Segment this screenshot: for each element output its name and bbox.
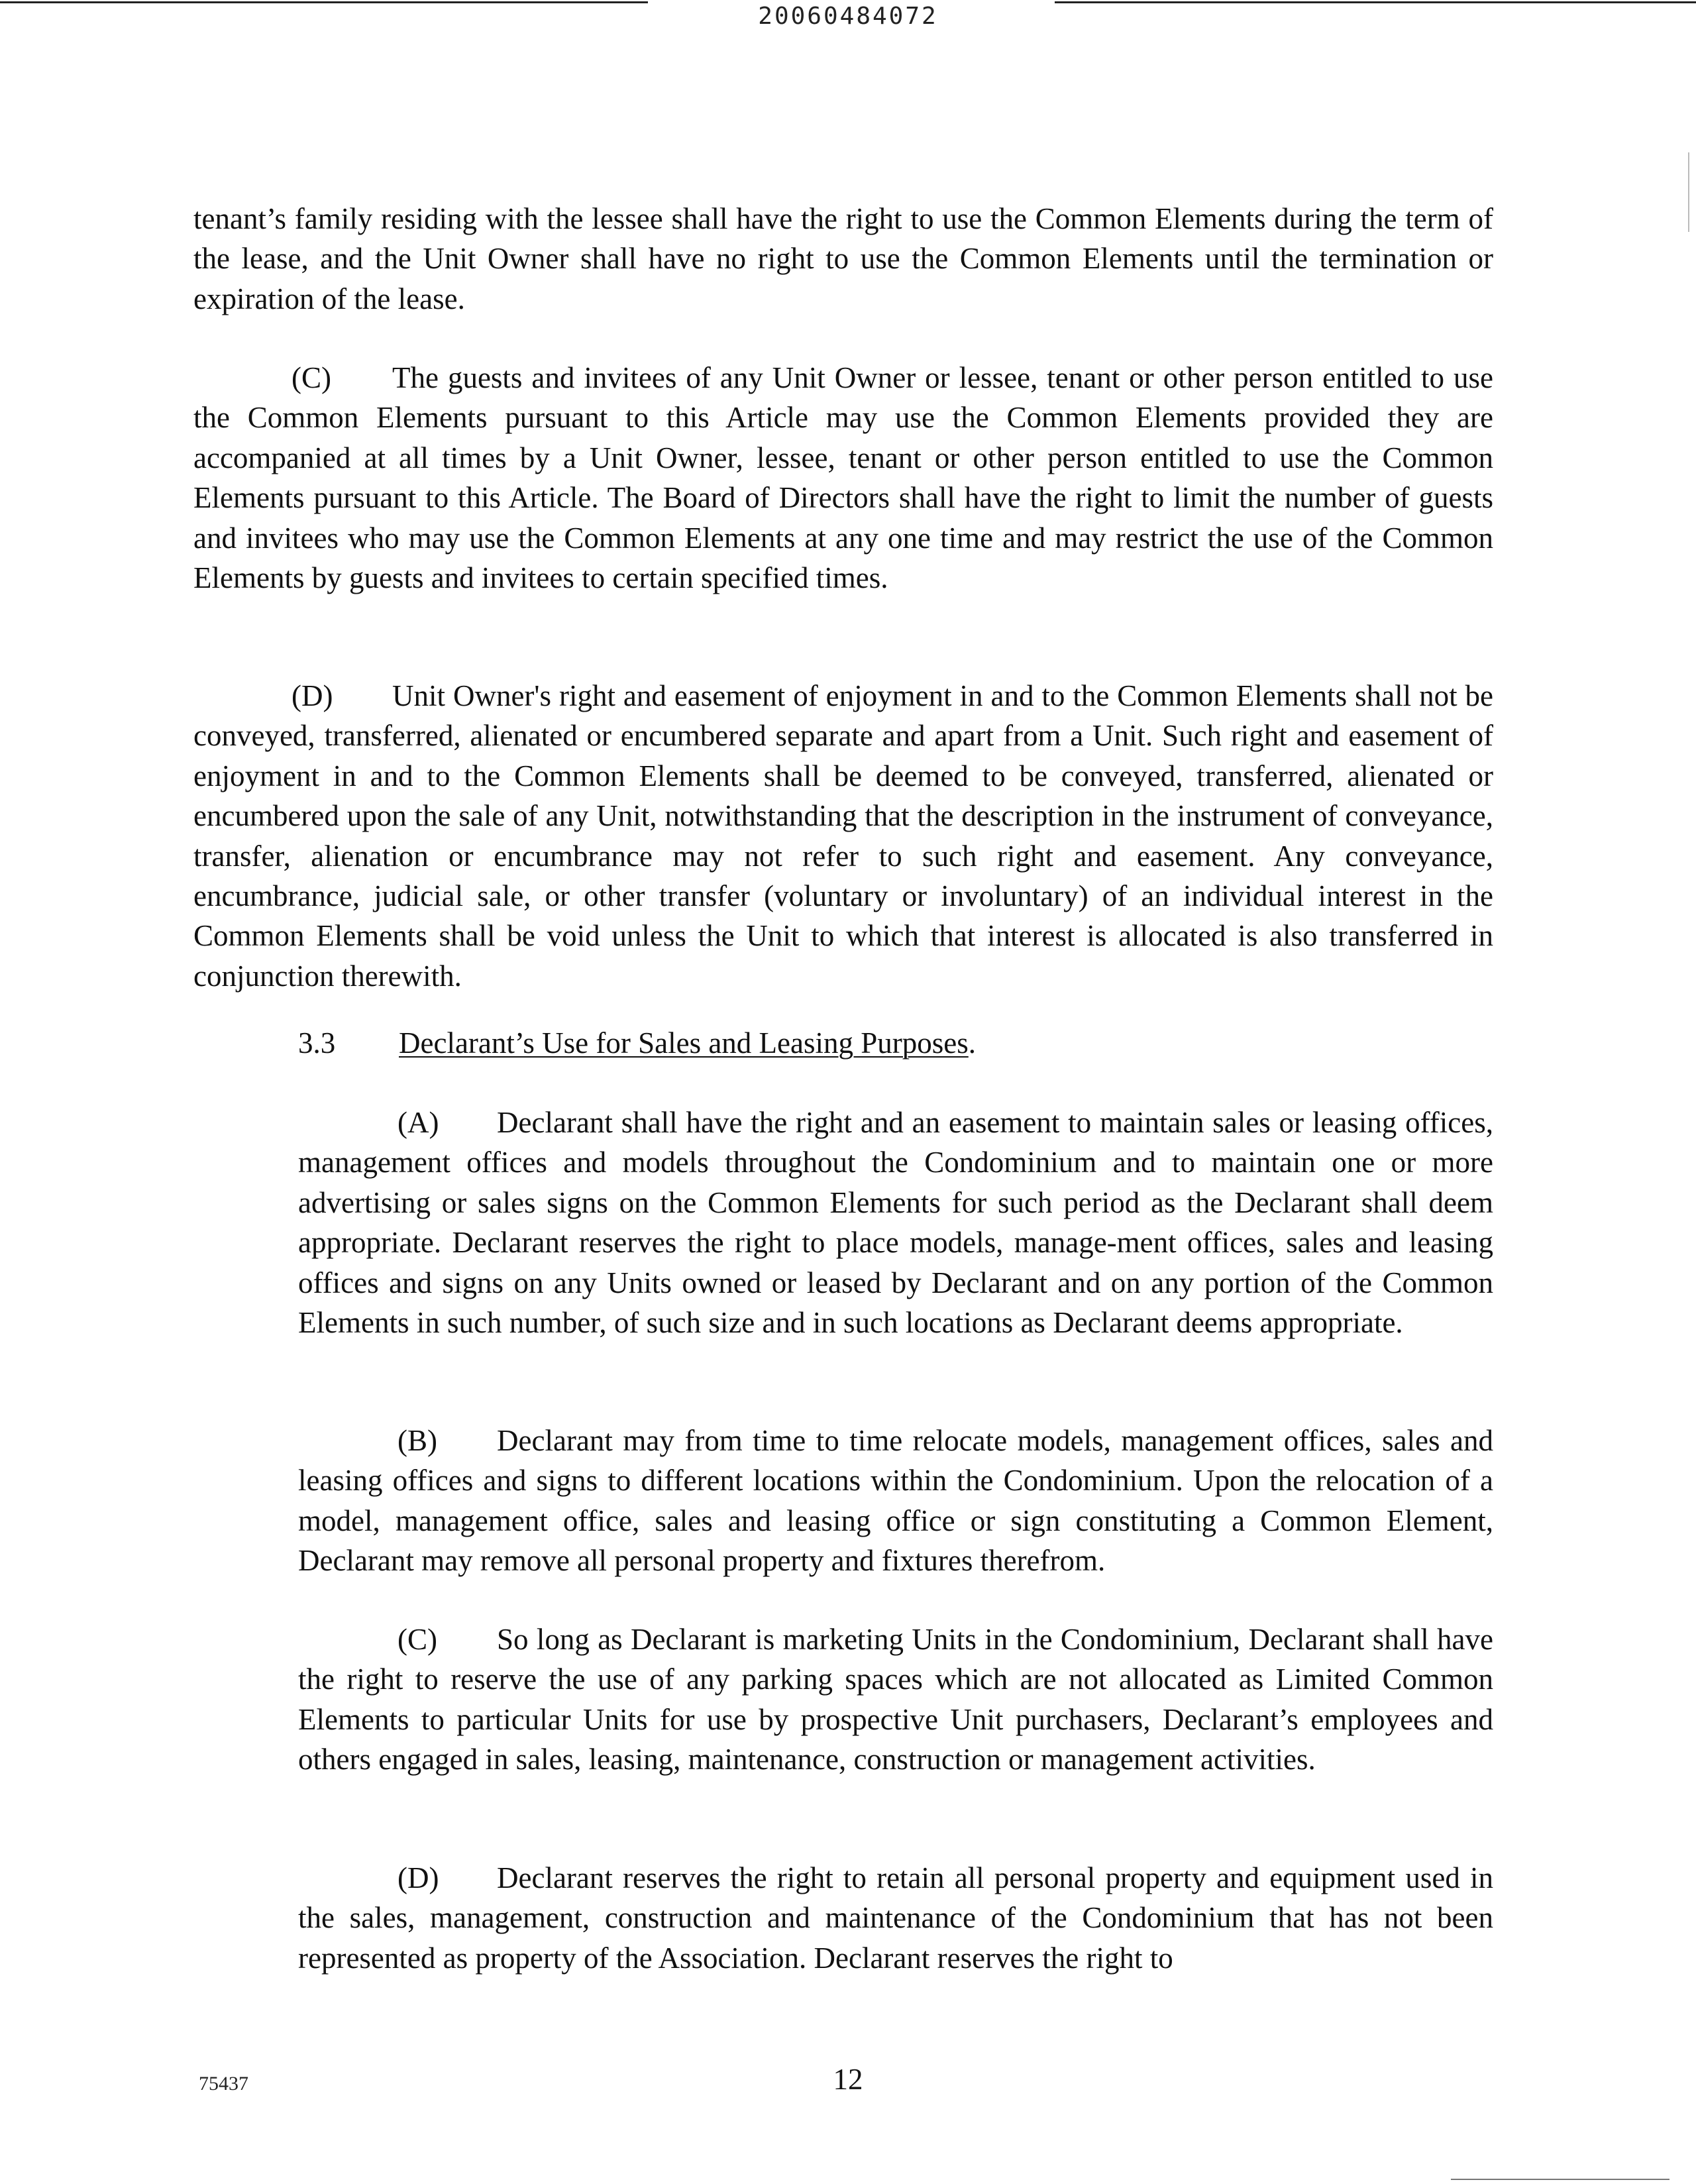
paragraph-d (193, 676, 1493, 996)
subparagraph-text: Declarant shall have the right and an easement to maintain sales or leasing offices, management offices and models throughout the Condominium and to maintain one or more advertising or sales signs on the Common Elements for such period as the Declarant shall deem appropriate. Declarant reserves the right to place models, manage-ment offices, sales and leasing offices and signs on any Units owned or leased by Declarant and on any portion of the Common Elements in such number, of such size and in such locations as Declarant deems appropriate. (298, 1106, 1493, 1340)
subparagraph-b (298, 1421, 1493, 1581)
paragraph-text: tenant’s family residing with the lessee shall have the right to use the Common Elements during the term of the lease, and the Unit Owner shall have no right to use the Common Elements until the termination or expiration of the lease. (193, 202, 1493, 315)
page-number: 12 (833, 2063, 863, 2096)
paragraph-continuation (193, 199, 1493, 319)
paragraph-label: (D) (292, 679, 333, 712)
paragraph-label: (C) (292, 361, 331, 394)
subparagraph-text: Declarant may from time to time relocate models, management offices, sales and leasing offices and signs to different locations within the Condominium. Upon the relocation of a model, management office, sales and leasing office or sign constituting a Common Element, Declarant may remove all personal property and fixtures therefrom. (298, 1424, 1493, 1578)
paragraph-text: The guests and invitees of any Unit Owner or lessee, tenant or other person entitled to use the Common Elements pursuant to this Article may use the Common Elements provided they are accompanied at all times by a Unit Owner, lessee, tenant or other person entitled to use the Common Elements pursuant to this Article. The Board of Directors shall have the right to limit the number of guests and invitees who may use the Common Elements at any one time and may restrict the use of the Common Elements by guests and invitees to certain specified times. (193, 361, 1493, 595)
section-title: Declarant’s Use for Sales and Leasing Purposes (399, 1026, 969, 1060)
subparagraph-c (298, 1619, 1493, 1780)
footer-document-code: 75437 (199, 2073, 248, 2095)
section-number: 3.3 (298, 1026, 336, 1060)
subparagraph-label: (C) (398, 1623, 437, 1656)
subparagraph-text: Declarant reserves the right to retain all personal property and equipment used in the sales, management, construction and maintenance of the Condominium that has not been represented as property of the Association. Declarant reserves the right to (298, 1861, 1493, 1975)
subparagraph-label: (B) (398, 1424, 437, 1457)
scan-artifact (1451, 2179, 1670, 2180)
section-heading (298, 1023, 976, 1063)
subparagraph-d (298, 1858, 1493, 1978)
subparagraph-text: So long as Declarant is marketing Units in the Condominium, Declarant shall have the right to reserve the use of any parking spaces which are not allocated as Limited Common Elements to particular Units for use by prospective Unit purchasers, Declarant’s employees and others engaged in sales, leasing, maintenance, construction or management activities. (298, 1623, 1493, 1776)
paragraph-c (193, 358, 1493, 598)
subparagraph-label: (D) (398, 1861, 439, 1894)
subparagraph-a (298, 1103, 1493, 1342)
section-title-period: . (968, 1026, 977, 1060)
document-number: 20060484072 (758, 3, 938, 30)
paragraph-text: Unit Owner's right and easement of enjoyment in and to the Common Elements shall not be conveyed, transferred, alienated or encumbered separate and apart from a Unit. Such right and easement of enjoyment in and to the Common Elements shall be deemed to be conveyed, transferred, alienated or encumbered upon the sale of any Unit, notwithstanding that the description in the instrument of conveyance, transfer, alienation or encumbrance may not refer to such right and easement. Any conveyance, encumbrance, judicial sale, or other transfer (voluntary or involuntary) of an individual interest in the Common Elements shall be void unless the Unit to which that interest is allocated is also transferred in conjunction therewith. (193, 679, 1493, 993)
subparagraph-label: (A) (398, 1106, 439, 1139)
scan-artifact (1688, 152, 1689, 232)
